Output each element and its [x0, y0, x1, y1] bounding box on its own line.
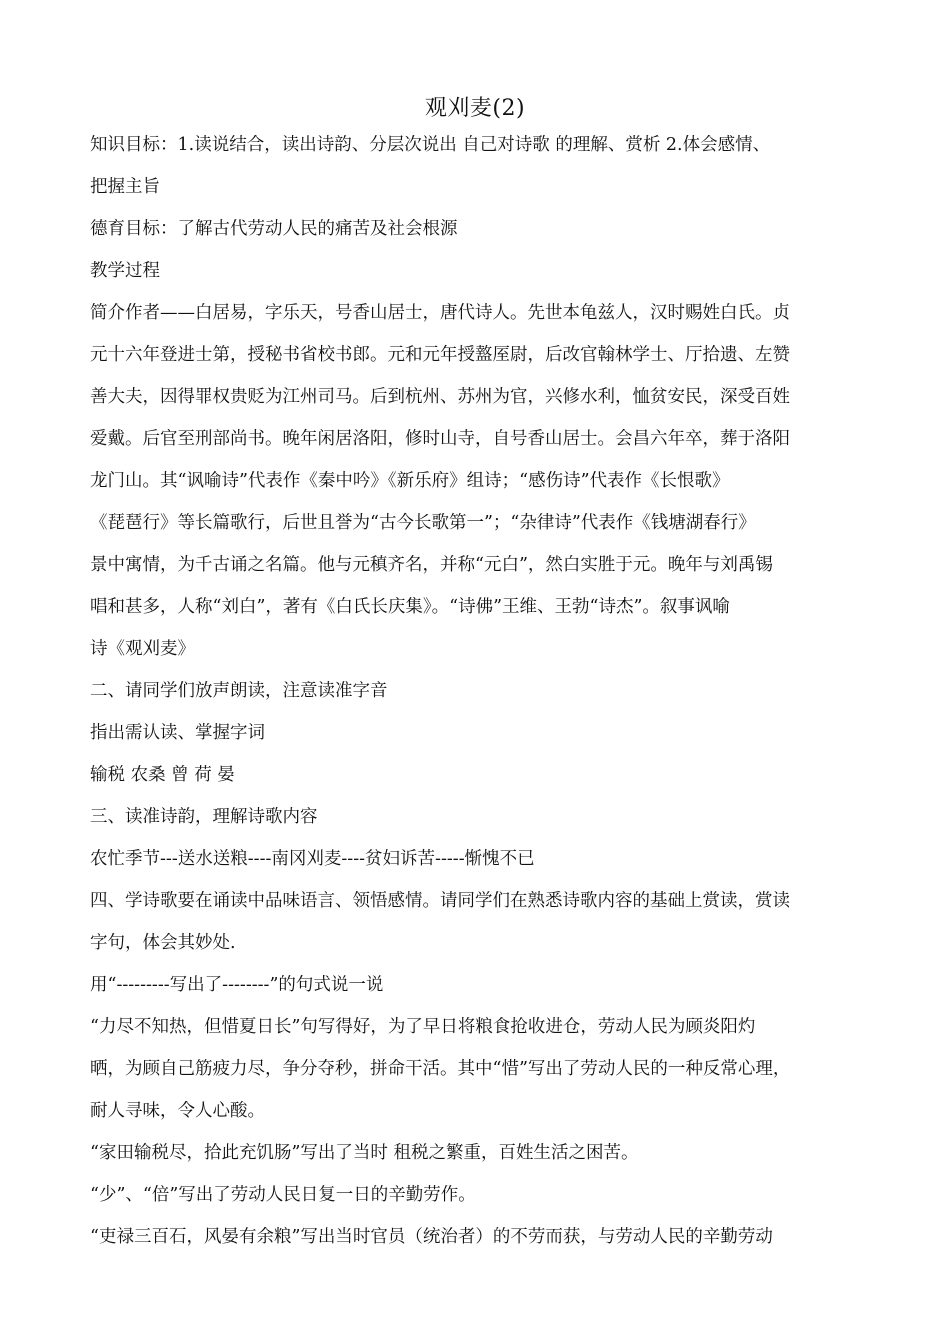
text-line: 二、请同学们放声朗读，注意读准字音	[90, 681, 388, 701]
text-line: 三、读准诗韵，理解诗歌内容	[90, 807, 318, 827]
text-line: 唱和甚多，人称“刘白”，著有《白氏长庆集》。“诗佛”王维、王勃“诗杰”。叙事讽喻	[90, 597, 730, 617]
text-line: 《琵琶行》等长篇歌行，后世且誉为“古今长歌第一”；“杂律诗”代表作《钱塘湖春行》	[90, 513, 756, 533]
text-line: 德育目标：了解古代劳动人民的痛苦及社会根源	[90, 219, 458, 239]
text-line: 教学过程	[90, 261, 160, 281]
text-line: 输税 农桑 曾 荷 晏	[90, 765, 235, 785]
text-line: 简介作者——白居易，字乐天，号香山居士，唐代诗人。先世本龟兹人，汉时赐姓白氏。贞	[90, 303, 790, 323]
text-line: 把握主旨	[90, 177, 160, 197]
text-line: 爱戴。后官至刑部尚书。晚年闲居洛阳，修时山寺，自号香山居士。会昌六年卒，葬于洛阳	[90, 429, 790, 449]
page-title: 观刈麦(2)	[424, 96, 526, 121]
text-line: “吏禄三百石，风晏有余粮”写出当时官员（统治者）的不劳而获，与劳动人民的辛勤劳动	[90, 1227, 773, 1247]
document-body	[90, 124, 862, 1258]
text-line: 耐人寻味，令人心酸。	[90, 1101, 265, 1121]
text-line: 字句，体会其妙处.	[90, 933, 236, 953]
text-line: 四、学诗歌要在诵读中品味语言、领悟感情。请同学们在熟悉诗歌内容的基础上赏读，赏读	[90, 891, 790, 911]
text-line: 元十六年登进士第，授秘书省校书郎。元和元年授盩厔尉，后改官翰林学士、厅拾遗、左赞	[90, 345, 790, 365]
text-line: 用“---------写出了--------”的句式说一说	[90, 975, 384, 995]
text-line: “少”、“倍”写出了劳动人民日复一日的辛勤劳作。	[90, 1185, 476, 1205]
text-line: 指出需认读、掌握字词	[90, 723, 265, 743]
text-line: 景中寓情，为千古诵之名篇。他与元稹齐名，并称“元白”，然白实胜于元。晚年与刘禹锡	[90, 555, 773, 575]
text-line: 知识目标：1.读说结合，读出诗韵、分层次说出 自己对诗歌 的理解、赏析 2.体会感情、	[90, 135, 771, 155]
text-line: “家田输税尽，拾此充饥肠”写出了当时 租税之繁重，百姓生活之困苦。	[90, 1143, 639, 1163]
text-line: 农忙季节---送水送粮----南冈刈麦----贫妇诉苦-----惭愧不已	[90, 849, 535, 869]
text-line: 龙门山。其“讽喻诗”代表作《秦中吟》《新乐府》组诗；“感伤诗”代表作《长恨歌》	[90, 471, 730, 491]
text-line: 善大夫，因得罪权贵贬为江州司马。后到杭州、苏州为官，兴修水利，恤贫安民，深受百姓	[90, 387, 790, 407]
text-line: “力尽不知热，但惜夏日长”句写得好，为了早日将粮食抢收进仓，劳动人民为顾炎阳灼	[90, 1017, 756, 1037]
text-line: 晒，为顾自己筋疲力尽，争分夺秒，拼命干活。其中“惜”写出了劳动人民的一种反常心理，	[90, 1059, 791, 1079]
text-line: 诗《观刈麦》	[90, 639, 195, 659]
